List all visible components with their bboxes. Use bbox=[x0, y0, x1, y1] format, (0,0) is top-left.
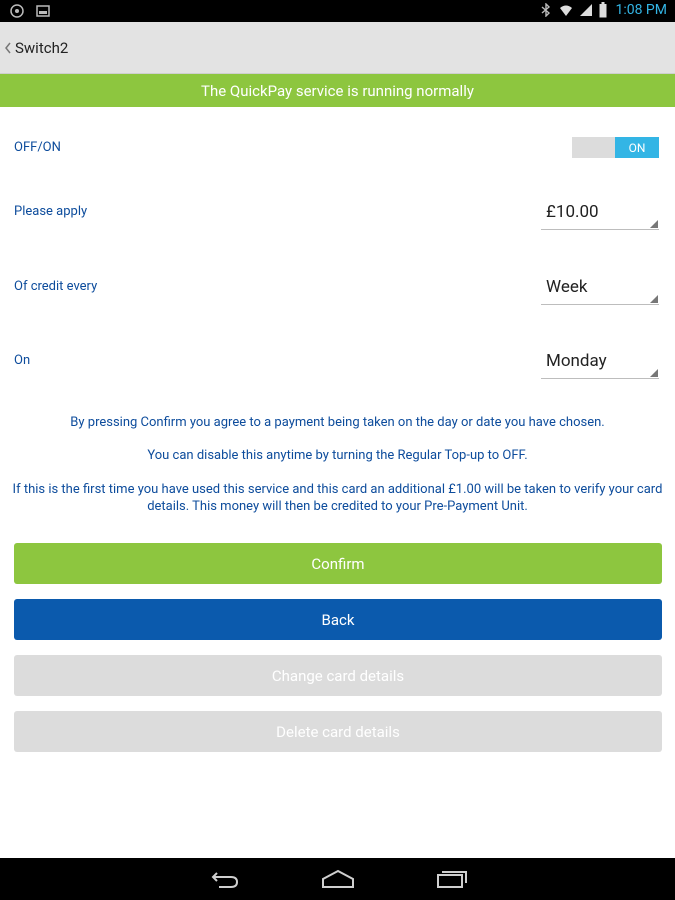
recents-icon bbox=[436, 869, 468, 889]
day-label: On bbox=[14, 353, 31, 368]
navigation-bar bbox=[0, 858, 675, 900]
status-banner bbox=[0, 74, 675, 107]
back-button[interactable]: Back bbox=[14, 599, 662, 640]
chevron-left-icon bbox=[4, 41, 12, 55]
amount-value: £10.00 bbox=[546, 202, 599, 222]
frequency-label: Of credit every bbox=[14, 279, 98, 294]
nav-home-button[interactable] bbox=[318, 866, 358, 892]
wifi-icon bbox=[559, 3, 573, 17]
confirm-button[interactable]: Confirm bbox=[14, 543, 662, 584]
off-on-label: OFF/ON bbox=[14, 140, 61, 155]
image-icon bbox=[36, 4, 50, 18]
day-spinner[interactable] bbox=[541, 347, 659, 379]
back-arrow-icon bbox=[209, 869, 241, 889]
amount-label: Please apply bbox=[14, 204, 88, 219]
off-on-toggle[interactable] bbox=[572, 137, 659, 158]
day-value: Monday bbox=[546, 351, 607, 371]
bluetooth-icon bbox=[539, 3, 553, 17]
gamepad-icon bbox=[10, 4, 24, 18]
spinner-arrow-icon bbox=[650, 369, 658, 377]
up-navigation[interactable] bbox=[4, 32, 68, 64]
nav-back-button[interactable] bbox=[205, 866, 245, 892]
battery-icon bbox=[599, 2, 607, 18]
frequency-value: Week bbox=[546, 277, 588, 297]
amount-spinner[interactable] bbox=[541, 198, 659, 230]
status-banner-text: The QuickPay service is running normally bbox=[201, 81, 474, 100]
spinner-arrow-icon bbox=[650, 295, 658, 303]
info-consent-text: By pressing Confirm you agree to a payment being taken on the day or date you have chosen. bbox=[70, 415, 605, 430]
info-verify-text: If this is the first time you have used this service and this card an additional £1.00 will be taken to verify your card details. This money will then be credited to your Pre-Payment Unit. bbox=[12, 482, 663, 514]
spinner-arrow-icon bbox=[650, 220, 658, 228]
delete-card-button[interactable]: Delete card details bbox=[14, 711, 662, 752]
toggle-on-thumb: ON bbox=[615, 137, 659, 158]
nav-recents-button[interactable] bbox=[432, 866, 472, 892]
app-title: Switch2 bbox=[15, 39, 69, 57]
info-disable-text: You can disable this anytime by turning the Regular Top-up to OFF. bbox=[147, 448, 528, 463]
status-time: 1:08 PM bbox=[615, 2, 667, 18]
home-icon bbox=[321, 869, 355, 889]
status-bar bbox=[0, 0, 675, 22]
action-bar bbox=[0, 22, 675, 74]
change-card-button[interactable]: Change card details bbox=[14, 655, 662, 696]
signal-icon bbox=[579, 3, 593, 17]
frequency-spinner[interactable] bbox=[541, 273, 659, 305]
